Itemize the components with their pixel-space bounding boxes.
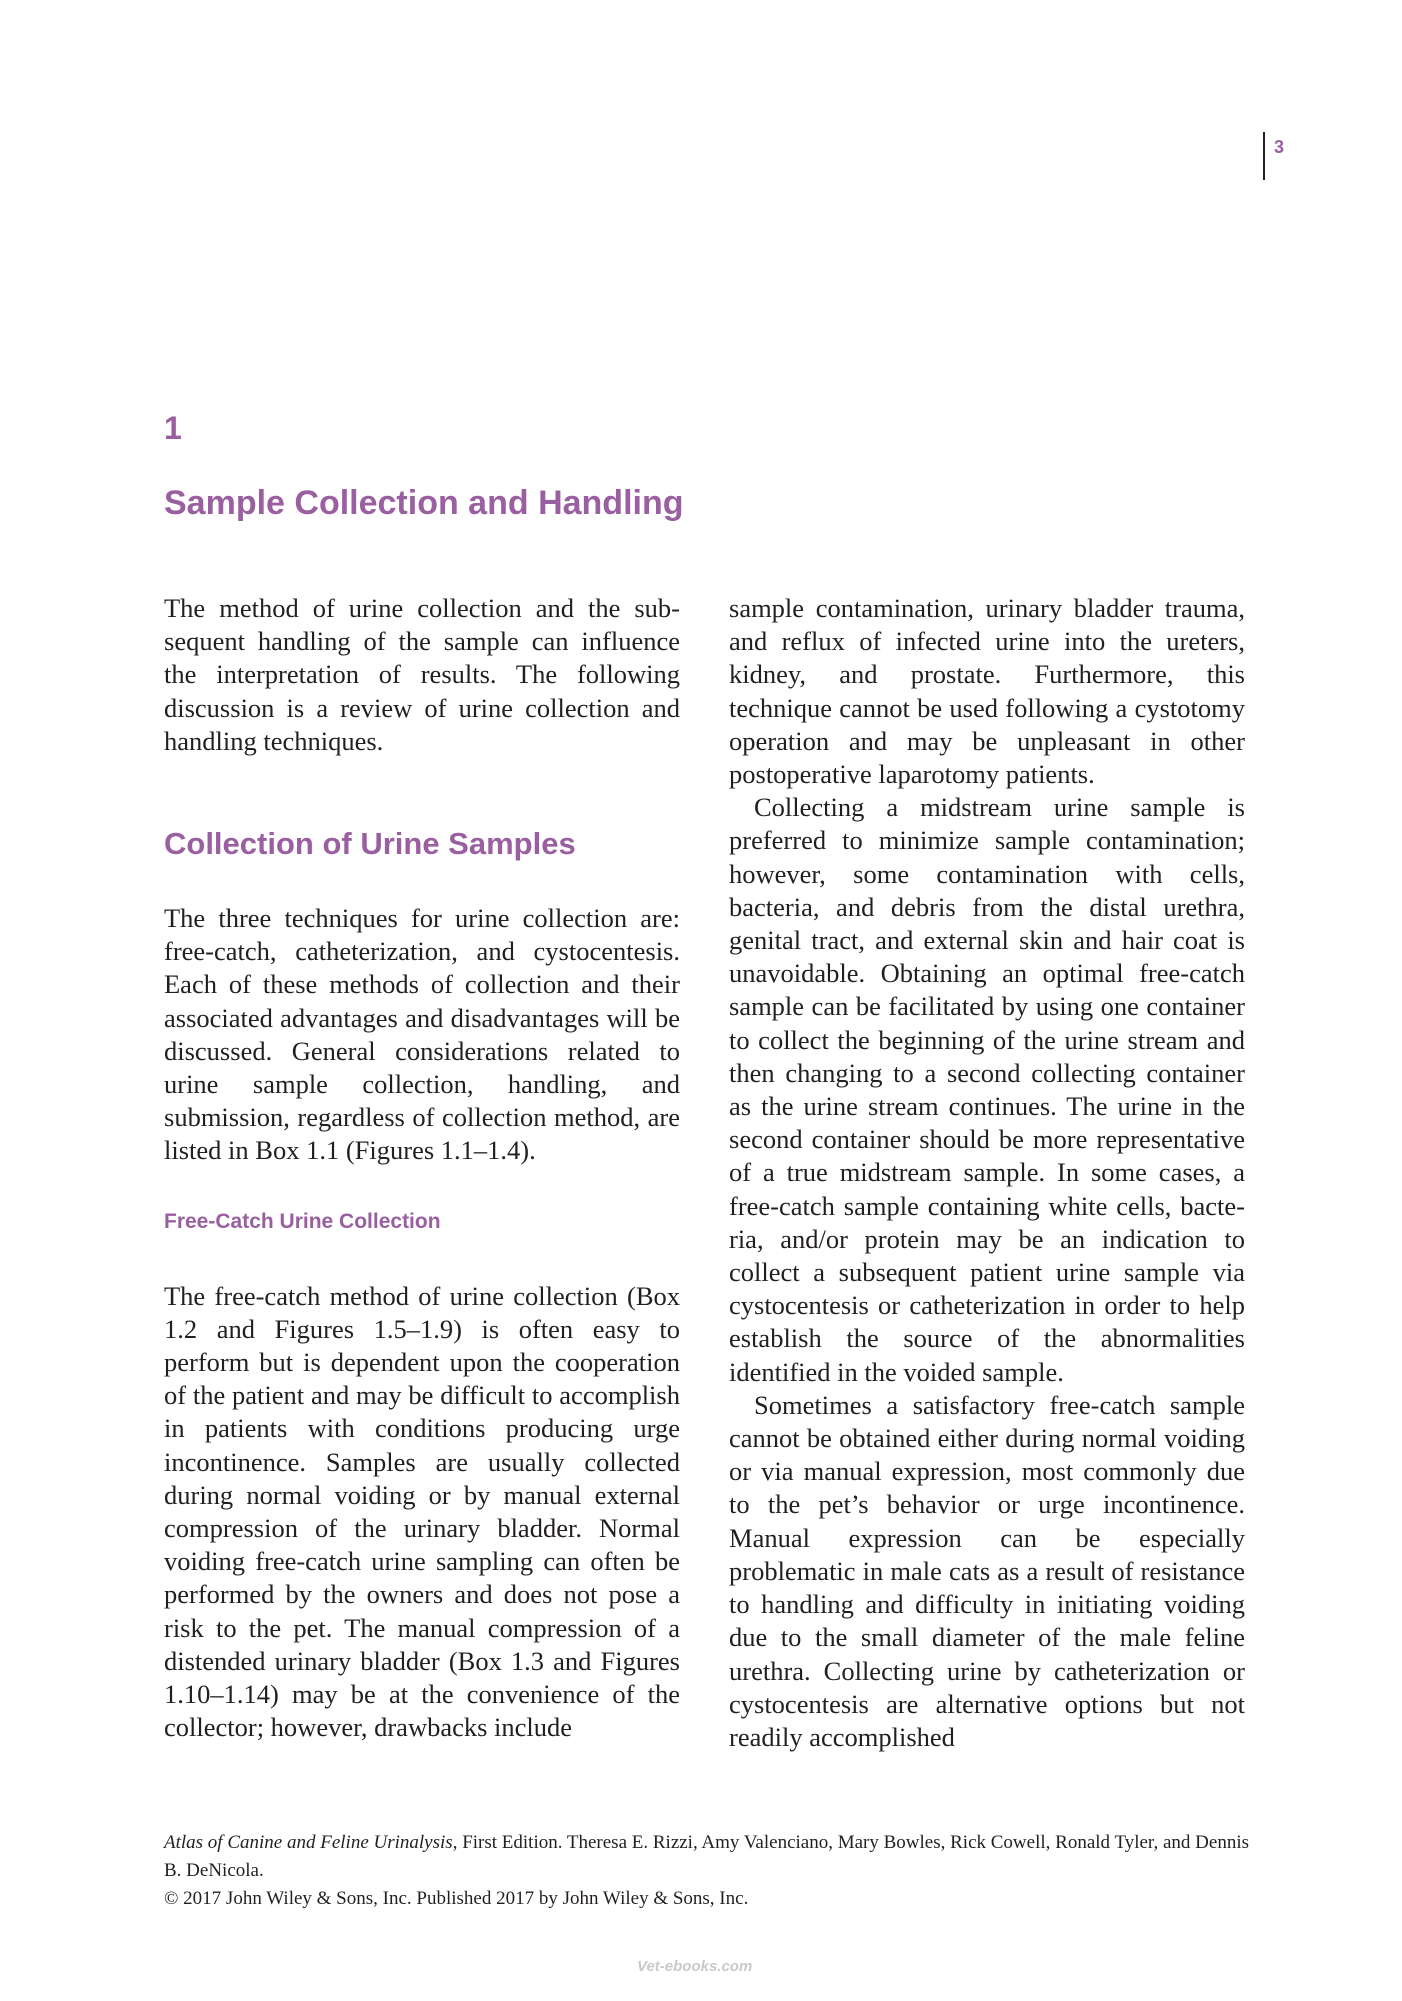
subsection-heading: Free-Catch Urine Collection xyxy=(164,1209,441,1233)
section-heading: Collection of Urine Samples xyxy=(164,826,576,862)
subsection-paragraph: The free-catch method of urine collection (Box 1.2 and Figures 1.5–1.9) is often easy to perform but is dependent upon the cooperation of the patient and may be difficult to accomplish in patients with conditions producing urge incontinence. Samples are usually collected during normal voiding or by manual external compression of the urinary bladder. Normal voiding free-catch urine sampling can often be performed by the owners and does not pose a risk to the pet. The manual compression of a distended urinary bladder (Box 1.3 and Figures 1.10–1.14) may be at the convenience of the collector; however, drawbacks include xyxy=(164,1280,680,1743)
intro-paragraph: The method of urine collection and the subsequent handling of the sample can influence the interpretation of results. The following discussion is a review of urine collection and handling techniques. xyxy=(164,593,680,756)
right-column xyxy=(729,592,1245,1754)
section-paragraph: The three techniques for urine collection are: free-catch, catheterization, and cystocentesis. Each of these methods of collection and their associated advantages and disadvantages will be discussed. General considerations related to urine sample collection, handling, and submission, regardless of collection method, are listed in Box 1.1 (Figures 1.1–1.4). xyxy=(164,903,680,1166)
page-number: 3 xyxy=(1274,137,1285,157)
book-title: Atlas of Canine and Feline Urinalysis xyxy=(164,1832,453,1853)
right-paragraph-3: Sometimes a satisfactory free-catch sample cannot be obtained either during normal voiding or via manual expression, most commonly due to the pet’s behavior or urge incontinence. Manual expression can be especially problematic in male cats as a result of resistance to handling and difficulty in initiating voiding due to the small diameter of the male feline urethra. Collecting urine by catheterization or cystocentesis are alternative options but not readily accomplished xyxy=(729,1389,1245,1752)
chapter-title: Sample Collection and Handling xyxy=(164,484,684,522)
left-column xyxy=(164,592,680,1744)
watermark-logo: Vet-ebooks.com xyxy=(637,1958,753,1975)
citation-footer xyxy=(164,1829,1254,1913)
right-paragraph-2: Collecting a midstream urine sample is preferred to minimize sample contamination; however, some contamination with cells, bacteria, and debris from the distal urethra, genital tract, and external skin and hair coat is unavoidable. Obtaining an optimal free-catch sample can be facilitated by using one container to collect the beginning of the urine stream and then changing to a second collecting container as the urine stream continues. The urine in the second container should be more representative of a true midstream sample. In some cases, a free-catch sample containing white cells, bacteria, and/or protein may be an indication to collect a subsequent patient urine sample via cystocentesis or catheterization in order to help establish the source of the abnormalities identified in the voided sample. xyxy=(729,792,1245,1387)
right-paragraph-1: sample contamination, urinary bladder trauma, and reflux of infected urine into the ureters, kidney, and prostate. Furthermore, this technique cannot be used following a cystotomy operation and may be unpleasant in other postoperative laparotomy patients. xyxy=(729,593,1245,790)
edition-authors: , First Edition. Theresa E. Rizzi, Amy Valenciano, Mary Bowles, Rick Cowell, Ronald Tyler, and Dennis B. DeNicola. xyxy=(164,1832,1250,1881)
copyright-line: © 2017 John Wiley & Sons, Inc. Published 2017 by John Wiley & Sons, Inc. xyxy=(164,1888,749,1909)
citation-line xyxy=(164,1829,1254,1885)
page-number-rule xyxy=(1263,132,1265,180)
chapter-number: 1 xyxy=(164,410,182,446)
